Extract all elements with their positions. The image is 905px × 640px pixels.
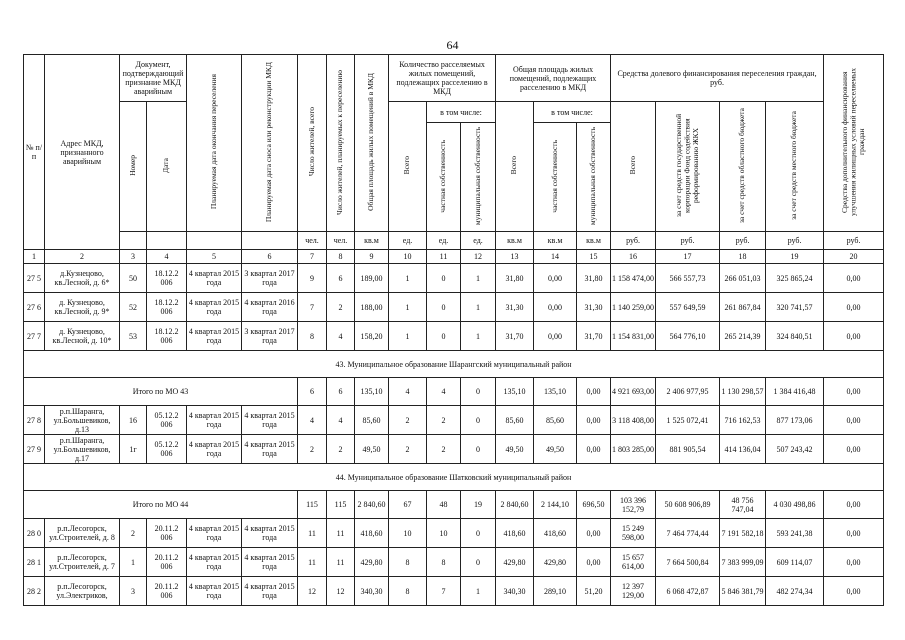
cell-end: 4 квартал 2015 года [187, 577, 242, 606]
column-number-cell: 18 [720, 250, 766, 264]
cell-addr: д. Кузнецово, кв.Лесной, д. 9* [45, 293, 120, 322]
cell-plan: 2 [327, 435, 355, 464]
header-residents-total: Число жителей, всего [306, 107, 316, 177]
unit-cell: кв.м [577, 232, 611, 250]
unit-cell: руб. [656, 232, 720, 250]
cell-fa: 0,00 [824, 548, 884, 577]
total-cell-ft: 103 396 152,79 [611, 491, 656, 519]
cell-fr: 266 051,03 [720, 264, 766, 293]
cell-addr: д. Кузнецово, кв.Лесной, д. 10* [45, 322, 120, 351]
header-area-count: Общая площадь жилых помещений, подлежащих расселению в МКД [496, 55, 611, 102]
header-demolition: Планируемая дата сноса или реконструкции МКД [264, 61, 274, 223]
cell-fl: 320 741,57 [766, 293, 824, 322]
cell-ft: 1 154 831,00 [611, 322, 656, 351]
section-title: 43. Муниципальное образование Шарангский муниципальный район [24, 351, 884, 378]
cell-area: 158,20 [355, 322, 389, 351]
cell-ft: 15 249 598,00 [611, 519, 656, 548]
cell-res: 11 [298, 519, 327, 548]
header-document: Документ, подтверждающий признание МКД аварийным [120, 55, 187, 102]
cell-fa: 0,00 [824, 435, 884, 464]
unit-cell [242, 232, 298, 250]
cell-addr: д.Кузнецово, кв.Лесной, д. 6* [45, 264, 120, 293]
column-number-cell: 14 [534, 250, 577, 264]
cell-n: 27 5 [24, 264, 45, 293]
resettlement-table [23, 54, 884, 606]
cell-am: 51,20 [577, 577, 611, 606]
header-rooms-total: Всего [402, 156, 412, 175]
total-cell-fg: 50 608 906,89 [656, 491, 720, 519]
total-label: Итого по МО 43 [24, 378, 298, 406]
cell-end: 4 квартал 2015 года [187, 264, 242, 293]
unit-cell: ед. [461, 232, 496, 250]
cell-demol: 3 квартал 2017 года [242, 264, 298, 293]
column-number-cell: 16 [611, 250, 656, 264]
cell-fa: 0,00 [824, 293, 884, 322]
cell-rt: 1 [389, 264, 427, 293]
unit-cell [147, 232, 187, 250]
cell-fa: 0,00 [824, 264, 884, 293]
cell-area: 85,60 [355, 406, 389, 435]
total-cell-fr: 48 756 747,04 [720, 491, 766, 519]
cell-rp: 10 [427, 519, 461, 548]
total-cell-plan: 115 [327, 491, 355, 519]
cell-at: 31,70 [496, 322, 534, 351]
cell-fr: 414 136,04 [720, 435, 766, 464]
cell-rp: 8 [427, 548, 461, 577]
cell-n: 27 8 [24, 406, 45, 435]
table-row [24, 577, 884, 606]
cell-n: 28 1 [24, 548, 45, 577]
cell-am: 31,70 [577, 322, 611, 351]
cell-num: 2 [120, 519, 147, 548]
total-cell-rt: 67 [389, 491, 427, 519]
total-cell-fa: 0,00 [824, 491, 884, 519]
unit-cell: кв.м [355, 232, 389, 250]
cell-area: 429,80 [355, 548, 389, 577]
cell-ap: 418,60 [534, 519, 577, 548]
cell-rt: 10 [389, 519, 427, 548]
unit-cell: руб. [720, 232, 766, 250]
total-cell-fl: 4 030 498,86 [766, 491, 824, 519]
cell-end: 4 квартал 2015 года [187, 435, 242, 464]
header-rooms-private: частная собственность [438, 139, 448, 213]
unit-cell: чел. [298, 232, 327, 250]
cell-fa: 0,00 [824, 406, 884, 435]
unit-cell: руб. [824, 232, 884, 250]
table-row [24, 293, 884, 322]
cell-demol: 4 квартал 2015 года [242, 577, 298, 606]
header-num: № п/ п [24, 55, 45, 250]
cell-ap: 0,00 [534, 264, 577, 293]
table-row [24, 322, 884, 351]
section-title: 44. Муниципальное образование Шатковский муниципальный район [24, 464, 884, 491]
cell-ft: 15 657 614,00 [611, 548, 656, 577]
header-additional: Средства дополнительного финансирования улучшения жилищных условий переселяемых граждан [839, 68, 866, 216]
total-cell-rm: 0 [461, 378, 496, 406]
cell-at: 85,60 [496, 406, 534, 435]
column-number-cell: 17 [656, 250, 720, 264]
cell-fg: 566 557,73 [656, 264, 720, 293]
total-cell-am: 696,50 [577, 491, 611, 519]
cell-plan: 11 [327, 519, 355, 548]
header-address: Адрес МКД, признанного аварийным [45, 55, 120, 250]
column-number-cell: 11 [427, 250, 461, 264]
cell-end: 4 квартал 2015 года [187, 519, 242, 548]
cell-fg: 7 464 774,44 [656, 519, 720, 548]
cell-area: 188,00 [355, 293, 389, 322]
cell-fa: 0,00 [824, 322, 884, 351]
unit-cell: руб. [766, 232, 824, 250]
unit-cell: ед. [389, 232, 427, 250]
cell-end: 4 квартал 2015 года [187, 322, 242, 351]
cell-date: 18.12.2 006 [147, 264, 187, 293]
cell-addr: р.п.Шаранга, ул.Большевиков, д.17 [45, 435, 120, 464]
header-doc-date: Дата [161, 158, 171, 173]
header-row-1 [24, 55, 884, 102]
cell-date: 20.11.2 006 [147, 548, 187, 577]
cell-am: 0,00 [577, 406, 611, 435]
table-row [24, 406, 884, 435]
cell-ap: 0,00 [534, 322, 577, 351]
table-row [24, 519, 884, 548]
cell-plan: 2 [327, 293, 355, 322]
cell-am: 0,00 [577, 548, 611, 577]
unit-cell: ед. [427, 232, 461, 250]
cell-rm: 0 [461, 548, 496, 577]
cell-fl: 325 865,24 [766, 264, 824, 293]
cell-res: 9 [298, 264, 327, 293]
cell-at: 31,80 [496, 264, 534, 293]
cell-n: 28 0 [24, 519, 45, 548]
total-cell-rp: 48 [427, 491, 461, 519]
cell-plan: 11 [327, 548, 355, 577]
cell-addr: р.п.Шаранга, ул.Большевиков, д.13 [45, 406, 120, 435]
cell-ft: 3 118 408,00 [611, 406, 656, 435]
cell-fg: 7 664 500,84 [656, 548, 720, 577]
unit-cell: кв.м [534, 232, 577, 250]
header-rooms-including: в том числе: [427, 102, 496, 123]
total-cell-ap: 2 144,10 [534, 491, 577, 519]
cell-fr: 265 214,39 [720, 322, 766, 351]
column-number-cell: 10 [389, 250, 427, 264]
cell-rp: 0 [427, 293, 461, 322]
cell-res: 4 [298, 406, 327, 435]
cell-date: 05.12.2 006 [147, 435, 187, 464]
cell-end: 4 квартал 2015 года [187, 406, 242, 435]
total-cell-at: 135,10 [496, 378, 534, 406]
cell-plan: 4 [327, 322, 355, 351]
header-doc-number: Номер [127, 155, 137, 176]
cell-rt: 1 [389, 322, 427, 351]
cell-demol: 4 квартал 2015 года [242, 519, 298, 548]
header-area-total: Всего [509, 156, 519, 175]
cell-fl: 482 274,34 [766, 577, 824, 606]
cell-rp: 7 [427, 577, 461, 606]
cell-am: 0,00 [577, 435, 611, 464]
total-cell-fl: 1 384 416,48 [766, 378, 824, 406]
header-fund-gk: за счет средств государственной корпорации Фонд содействия реформированию ЖКХ [673, 113, 700, 218]
cell-ft: 1 158 474,00 [611, 264, 656, 293]
total-cell-res: 115 [298, 491, 327, 519]
cell-rt: 1 [389, 293, 427, 322]
total-cell-area: 135,10 [355, 378, 389, 406]
column-numbers-row [24, 250, 884, 264]
cell-at: 31,30 [496, 293, 534, 322]
column-number-cell: 13 [496, 250, 534, 264]
cell-res: 2 [298, 435, 327, 464]
total-cell-at: 2 840,60 [496, 491, 534, 519]
cell-rp: 2 [427, 435, 461, 464]
header-area-municipal: муниципальная собственность [588, 126, 598, 226]
cell-fa: 0,00 [824, 577, 884, 606]
units-row [24, 232, 884, 250]
cell-fl: 324 840,51 [766, 322, 824, 351]
cell-am: 31,80 [577, 264, 611, 293]
cell-end: 4 квартал 2015 года [187, 548, 242, 577]
table-row [24, 548, 884, 577]
cell-ap: 49,50 [534, 435, 577, 464]
cell-rt: 2 [389, 406, 427, 435]
total-cell-area: 2 840,60 [355, 491, 389, 519]
section-row [24, 464, 884, 491]
cell-rm: 1 [461, 264, 496, 293]
cell-rp: 0 [427, 264, 461, 293]
total-cell-res: 6 [298, 378, 327, 406]
column-number-cell: 12 [461, 250, 496, 264]
cell-demol: 4 квартал 2015 года [242, 435, 298, 464]
cell-rp: 0 [427, 322, 461, 351]
cell-addr: р.п.Лесогорск, ул.Строителей, д. 8 [45, 519, 120, 548]
cell-rt: 2 [389, 435, 427, 464]
cell-fg: 6 068 472,87 [656, 577, 720, 606]
cell-at: 418,60 [496, 519, 534, 548]
cell-fr: 5 846 381,79 [720, 577, 766, 606]
unit-cell: кв.м [496, 232, 534, 250]
cell-plan: 12 [327, 577, 355, 606]
cell-fr: 7 191 582,18 [720, 519, 766, 548]
cell-rm: 0 [461, 406, 496, 435]
cell-rm: 1 [461, 322, 496, 351]
column-number-cell: 8 [327, 250, 355, 264]
cell-n: 27 7 [24, 322, 45, 351]
column-number-cell: 19 [766, 250, 824, 264]
cell-date: 20.11.2 006 [147, 577, 187, 606]
column-number-cell: 5 [187, 250, 242, 264]
section-row [24, 351, 884, 378]
cell-demol: 4 квартал 2015 года [242, 406, 298, 435]
header-relocation-end: Планируемая дата окончания переселения [208, 74, 218, 210]
cell-n: 27 9 [24, 435, 45, 464]
cell-addr: р.п.Лесогорск, ул.Строителей, д. 7 [45, 548, 120, 577]
header-area-private: частная собственность [549, 139, 559, 213]
table-row [24, 264, 884, 293]
cell-demol: 4 квартал 2015 года [242, 548, 298, 577]
column-number-cell: 9 [355, 250, 389, 264]
cell-at: 429,80 [496, 548, 534, 577]
column-number-cell: 7 [298, 250, 327, 264]
column-number-cell: 4 [147, 250, 187, 264]
column-number-cell: 20 [824, 250, 884, 264]
column-number-cell: 15 [577, 250, 611, 264]
cell-fg: 881 905,54 [656, 435, 720, 464]
total-label: Итого по МО 44 [24, 491, 298, 519]
header-funding-total: Всего [627, 156, 637, 175]
cell-area: 418,60 [355, 519, 389, 548]
cell-fl: 507 243,42 [766, 435, 824, 464]
column-number-cell: 2 [45, 250, 120, 264]
header-fund-local: за счет средств местного бюджета [789, 111, 799, 220]
table-row [24, 435, 884, 464]
cell-fl: 593 241,38 [766, 519, 824, 548]
unit-cell [120, 232, 147, 250]
page-number: 64 [446, 38, 459, 52]
unit-cell [187, 232, 242, 250]
cell-date: 18.12.2 006 [147, 293, 187, 322]
cell-at: 49,50 [496, 435, 534, 464]
cell-num: 16 [120, 406, 147, 435]
cell-at: 340,30 [496, 577, 534, 606]
cell-ft: 12 397 129,00 [611, 577, 656, 606]
cell-ap: 0,00 [534, 293, 577, 322]
cell-plan: 6 [327, 264, 355, 293]
total-row [24, 378, 884, 406]
cell-n: 27 6 [24, 293, 45, 322]
cell-res: 8 [298, 322, 327, 351]
cell-res: 11 [298, 548, 327, 577]
cell-fr: 716 162,53 [720, 406, 766, 435]
cell-ap: 289,10 [534, 577, 577, 606]
cell-fl: 609 114,07 [766, 548, 824, 577]
total-cell-plan: 6 [327, 378, 355, 406]
cell-res: 7 [298, 293, 327, 322]
total-cell-am: 0,00 [577, 378, 611, 406]
cell-num: 50 [120, 264, 147, 293]
cell-area: 340,30 [355, 577, 389, 606]
cell-ap: 85,60 [534, 406, 577, 435]
cell-rm: 1 [461, 577, 496, 606]
cell-am: 0,00 [577, 519, 611, 548]
column-number-cell: 3 [120, 250, 147, 264]
cell-rt: 8 [389, 577, 427, 606]
header-rooms-municipal: муниципальная собственность [472, 126, 482, 226]
header-residents-planned: Число жителей, планируемых к переселению [335, 69, 345, 215]
cell-area: 49,50 [355, 435, 389, 464]
header-row-2 [24, 102, 884, 123]
total-cell-fa: 0,00 [824, 378, 884, 406]
cell-ft: 1 803 285,00 [611, 435, 656, 464]
header-area-including: в том числе: [534, 102, 611, 123]
cell-date: 20.11.2 006 [147, 519, 187, 548]
cell-date: 05.12.2 006 [147, 406, 187, 435]
cell-end: 4 квартал 2015 года [187, 293, 242, 322]
total-cell-ft: 4 921 693,00 [611, 378, 656, 406]
unit-cell: чел. [327, 232, 355, 250]
cell-rm: 1 [461, 293, 496, 322]
cell-rt: 8 [389, 548, 427, 577]
total-cell-fr: 1 130 298,57 [720, 378, 766, 406]
cell-n: 28 2 [24, 577, 45, 606]
cell-num: 1г [120, 435, 147, 464]
cell-demol: 3 квартал 2017 года [242, 322, 298, 351]
column-number-cell: 6 [242, 250, 298, 264]
cell-rp: 2 [427, 406, 461, 435]
cell-fg: 564 776,10 [656, 322, 720, 351]
cell-fl: 877 173,06 [766, 406, 824, 435]
header-funding: Средства долевого финансирования переселения граждан, руб. [611, 55, 824, 102]
cell-num: 3 [120, 577, 147, 606]
cell-fa: 0,00 [824, 519, 884, 548]
cell-num: 53 [120, 322, 147, 351]
total-row [24, 491, 884, 519]
header-fund-regional: за счет средств областного бюджета [737, 107, 747, 224]
cell-rm: 0 [461, 519, 496, 548]
cell-num: 52 [120, 293, 147, 322]
cell-rm: 0 [461, 435, 496, 464]
cell-fr: 261 867,84 [720, 293, 766, 322]
total-cell-fg: 2 406 977,95 [656, 378, 720, 406]
cell-demol: 4 квартал 2016 года [242, 293, 298, 322]
cell-ft: 1 140 259,00 [611, 293, 656, 322]
cell-fr: 7 383 999,09 [720, 548, 766, 577]
cell-am: 31,30 [577, 293, 611, 322]
cell-area: 189,00 [355, 264, 389, 293]
cell-date: 18.12.2 006 [147, 322, 187, 351]
cell-addr: р.п.Лесогорск, ул.Электриков, [45, 577, 120, 606]
total-cell-rm: 19 [461, 491, 496, 519]
column-number-cell: 1 [24, 250, 45, 264]
cell-num: 1 [120, 548, 147, 577]
total-cell-rt: 4 [389, 378, 427, 406]
cell-res: 12 [298, 577, 327, 606]
total-cell-ap: 135,10 [534, 378, 577, 406]
cell-fg: 557 649,59 [656, 293, 720, 322]
cell-ap: 429,80 [534, 548, 577, 577]
cell-fg: 1 525 072,41 [656, 406, 720, 435]
total-cell-rp: 4 [427, 378, 461, 406]
header-total-area: Общая площадь жилых помещений в МКД [366, 73, 376, 211]
unit-cell: руб. [611, 232, 656, 250]
header-rooms-count: Количество расселяемых жилых помещений, подлежащих расселению в МКД [389, 55, 496, 102]
cell-plan: 4 [327, 406, 355, 435]
